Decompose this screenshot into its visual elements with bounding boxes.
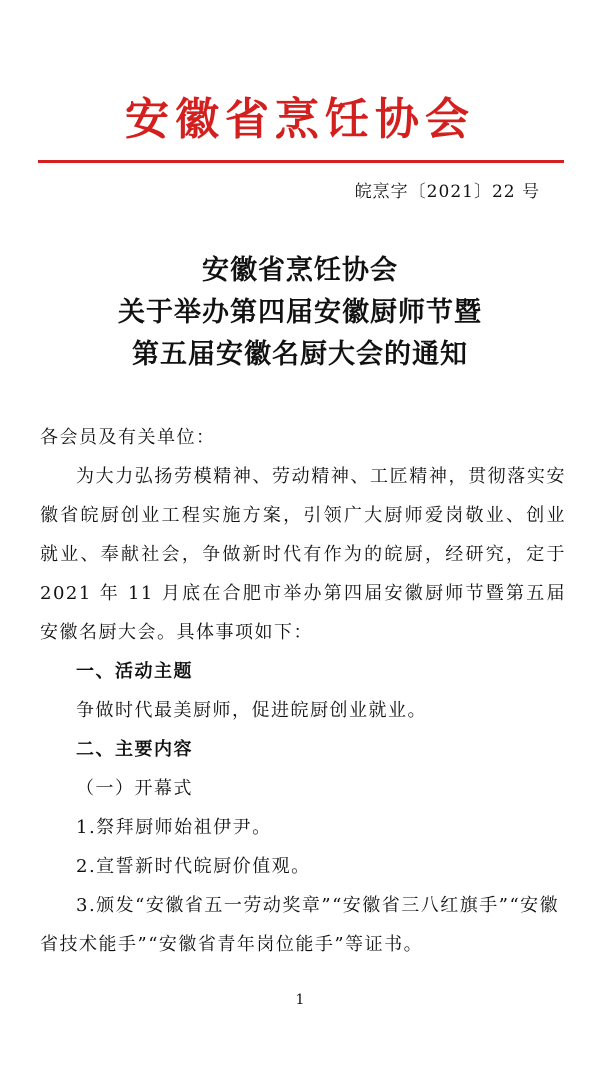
- document-number: 皖烹字〔2021〕22 号: [354, 182, 540, 202]
- intro-paragraph: 为大力弘扬劳模精神、劳动精神、工匠精神，贯彻落实安徽省皖厨创业工程实施方案，引领广大厨师爱岗敬业、创业就业、奉献社会，争做新时代有作为的皖厨，经研究，定于 2021 年 11 月底在合肥市举办第四届安徽厨师节暨第五届安徽名厨大会。具体事项如下：: [40, 466, 566, 643]
- subsection-1-heading: （一）开幕式: [76, 778, 193, 799]
- section-2-heading: 二、主要内容: [76, 739, 193, 760]
- section-1-text: 争做时代最美厨师，促进皖厨创业就业。: [76, 700, 427, 721]
- title-line-2: 关于举办第四届安徽厨师节暨: [118, 297, 482, 328]
- title-line-1: 安徽省烹饪协会: [202, 255, 398, 286]
- list-item-3: 3.颁发“安徽省五一劳动奖章”“安徽省三八红旗手”“安徽省技术能手”“安徽省青年岗位能手”等证书。: [40, 895, 560, 955]
- list-item-2: 2.宣誓新时代皖厨价值观。: [76, 856, 311, 877]
- document-title: [0, 250, 600, 376]
- title-line-3: 第五届安徽名厨大会的通知: [132, 339, 468, 370]
- org-header-title: 安徽省烹饪协会: [125, 94, 475, 145]
- page-number: 1: [295, 992, 305, 1008]
- salutation: 各会员及有关单位：: [40, 427, 216, 448]
- document-body: [40, 418, 566, 964]
- section-1-heading: 一、活动主题: [76, 661, 193, 682]
- list-item-1: 1.祭拜厨师始祖伊尹。: [76, 817, 272, 838]
- header-red-rule: [38, 160, 564, 163]
